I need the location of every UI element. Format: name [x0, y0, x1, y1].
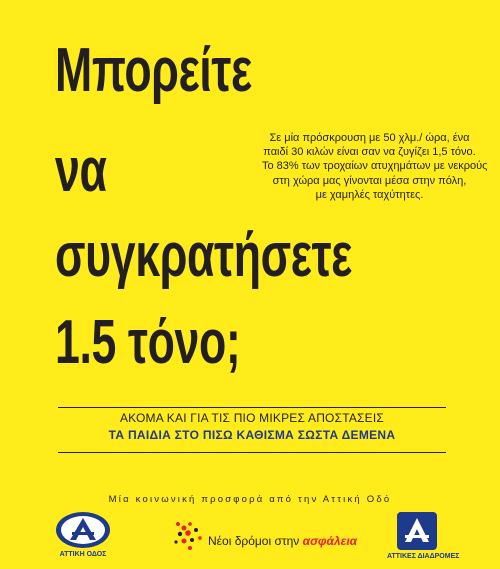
attikes-diadromes-logo: [387, 510, 460, 562]
safety-slogan: [170, 518, 370, 554]
body-line: στη χώρα μας γίνονται μέσα στην πόλη,: [272, 174, 467, 187]
attiki-odos-caption: ΑΤΤΙΚΗ ΟΔΟΣ: [59, 551, 107, 558]
body-line: παιδί 30 κιλών είναι σαν να ζυγίζει 1,5 τόνο.: [263, 146, 476, 159]
attikes-diadromes-emblem-icon: [387, 510, 447, 552]
social-offer-text: Μία κοινωνική προσφορά από την Αττική Οδό: [108, 494, 392, 505]
headline-line-1: Μπορείτε: [55, 36, 252, 105]
slogan-highlight: ασφάλεια: [302, 534, 358, 548]
dots-cluster-icon: [170, 518, 210, 554]
body-line: Το 83% των τροχαίων ατυχημάτων με νεκρούς: [262, 160, 488, 173]
tagline-line-1: ΑΚΟΜΑ ΚΑΙ ΓΙΑ ΤΙΣ ΠΙΟ ΜΙΚΡΕΣ ΑΠΟΣΤΑΣΕΙΣ: [119, 411, 385, 425]
attiki-odos-logo: [52, 510, 114, 560]
attiki-odos-emblem-icon: [52, 510, 114, 552]
slogan-prefix: Νέοι δρόμοι στην: [208, 534, 303, 548]
headline-line-2: να: [55, 136, 107, 205]
attikes-diadromes-caption: ΑΤΤΙΚΕΣ ΔΙΑΔΡΟΜΕΣ: [387, 553, 460, 560]
body-line: Σε μία πρόσκρουση με 50 χλμ./ ώρα, ένα: [269, 132, 470, 144]
divider-top: [58, 407, 446, 408]
body-paragraph: [262, 131, 488, 202]
tagline-line-2: ΤΑ ΠΑΙΔΙΑ ΣΤΟ ΠΙΣΩ ΚΑΘΙΣΜΑ ΣΩΣΤΑ ΔΕΜΕΝΑ: [108, 428, 396, 442]
headline-line-3: συγκρατήσετε: [55, 221, 352, 290]
divider-bottom: [58, 452, 446, 453]
body-line: με χαμηλές ταχύτητες.: [315, 188, 424, 201]
slogan-text: [208, 534, 357, 548]
headline-line-4: 1.5 τόνο;: [55, 308, 241, 377]
